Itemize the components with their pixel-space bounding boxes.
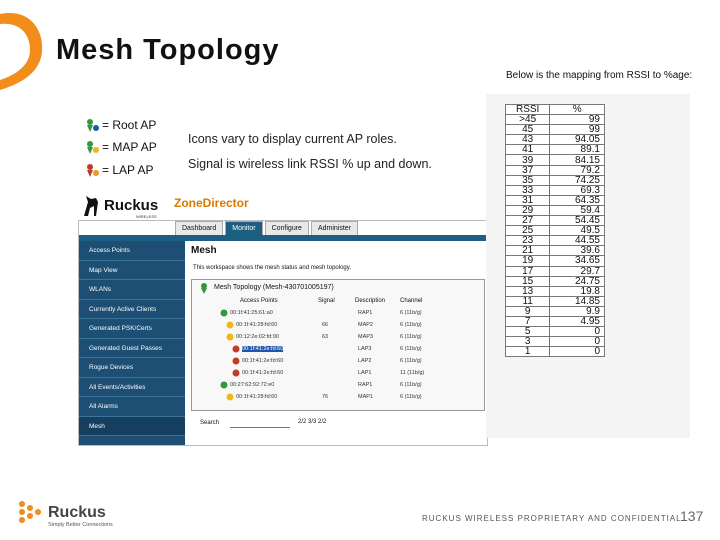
rssi-value: 17 (506, 266, 550, 276)
zd-tab-bar (175, 221, 360, 235)
sidebar-item-alarms[interactable]: All Alarms (79, 397, 185, 417)
table-row (506, 337, 605, 347)
ruckus-footer-logo (16, 498, 136, 528)
percent-value: 69.3 (550, 185, 605, 195)
percent-value: 39.6 (550, 246, 605, 256)
percent-value: 19.8 (550, 286, 605, 296)
table-row (506, 165, 605, 175)
ap-description: LAP2 (358, 358, 372, 364)
legend-label: = MAP AP (102, 140, 157, 154)
ap-description: MAP2 (358, 322, 373, 328)
svg-text:Ruckus: Ruckus (104, 197, 159, 214)
table-row (506, 266, 605, 276)
lap-ap-icon (232, 369, 240, 377)
ap-description: RAP1 (358, 382, 373, 388)
table-row (506, 327, 605, 337)
note-signal: Signal is wireless link RSSI % up and down. (188, 157, 432, 171)
map-ap-icon (226, 333, 234, 341)
ap-mac: 00:1f:41:28:fd:60 (236, 322, 278, 328)
table-row[interactable] (192, 308, 484, 320)
rssi-value: 9 (506, 306, 550, 316)
tab-monitor[interactable]: Monitor (225, 221, 262, 235)
ap-signal: 66 (322, 322, 329, 328)
table-row (506, 246, 605, 256)
ap-mac: 00:12:2e:02:fd:90 (236, 334, 279, 340)
table-row[interactable] (192, 380, 484, 392)
zonedirector-title: ZoneDirector (174, 196, 249, 210)
svg-text:Ruckus: Ruckus (48, 504, 106, 521)
rssi-value: 41 (506, 145, 550, 155)
sidebar-item-access-points[interactable]: Access Points (79, 241, 185, 261)
percent-value: 34.65 (550, 256, 605, 266)
zd-main-content (191, 245, 487, 445)
ap-mac: 00:1f:41:2e:fd:60 (242, 346, 284, 352)
rssi-value: 5 (506, 327, 550, 337)
percent-value: 64.35 (550, 195, 605, 205)
percent-value: 49.5 (550, 226, 605, 236)
map-ap-icon (226, 321, 234, 329)
table-row[interactable] (192, 356, 484, 368)
percent-value: 14.85 (550, 296, 605, 306)
slide-title: Mesh Topology (56, 34, 280, 66)
root-count: 2/2 (298, 419, 307, 425)
rssi-value: 31 (506, 195, 550, 205)
column-header-rssi: RSSI (506, 105, 550, 115)
ap-channel: 6 (11b/g) (400, 382, 422, 388)
rssi-value: 45 (506, 125, 550, 135)
table-row (506, 316, 605, 326)
column-header-percent: % (550, 105, 605, 115)
lap-ap-icon (232, 345, 240, 353)
column-header-channel[interactable]: Channel (400, 298, 423, 304)
percent-value: 4.95 (550, 316, 605, 326)
column-header-description[interactable]: Description (355, 298, 386, 304)
sidebar-item-psk-certs[interactable]: Generated PSK/Certs (79, 319, 185, 339)
rssi-mapping-title: Below is the mapping from RSSI to %age: (506, 70, 693, 81)
ap-channel: 6 (11b/g) (400, 334, 422, 340)
confidential-notice: RUCKUS WIRELESS PROPRIETARY AND CONFIDENTIAL (422, 514, 682, 523)
ap-mac: 00:1f:41:25:61:a0 (230, 310, 273, 316)
mesh-topology-panel (191, 279, 485, 426)
tab-administer[interactable]: Administer (311, 221, 358, 235)
percent-value: 24.75 (550, 276, 605, 286)
legend-root-ap (84, 116, 156, 134)
ap-mac: 00:1f:41:2e:fd:60 (242, 358, 284, 364)
ruckus-logo (82, 190, 180, 220)
column-header-access-points[interactable]: Access Points (240, 298, 278, 304)
percent-value: 84.15 (550, 155, 605, 165)
ap-channel: 11 (11b/g) (400, 370, 425, 376)
table-row (506, 286, 605, 296)
svg-text:Simply Better Connections: Simply Better Connections (48, 522, 113, 528)
ap-description: RAP1 (358, 310, 373, 316)
svg-text:WIRELESS: WIRELESS (136, 214, 157, 219)
ap-signal: 63 (322, 334, 329, 340)
sidebar-item-map-view[interactable]: Map View (79, 261, 185, 281)
rssi-value: 15 (506, 276, 550, 286)
ap-mac: 00:1f:41:28:fd:60 (236, 394, 278, 400)
table-row (506, 226, 605, 236)
rssi-value: 27 (506, 216, 550, 226)
sidebar-item-wlans[interactable]: WLANs (79, 280, 185, 300)
ap-mac: 00:1f:41:2e:fd:60 (242, 370, 284, 376)
ap-channel: 6 (11b/g) (400, 358, 422, 364)
rssi-value: 29 (506, 205, 550, 215)
table-row (506, 256, 605, 266)
table-row (506, 155, 605, 165)
rssi-value: 19 (506, 256, 550, 266)
table-row (506, 185, 605, 195)
rssi-mapping-table (505, 104, 605, 357)
table-row (506, 195, 605, 205)
percent-value: 54.45 (550, 216, 605, 226)
sidebar-item-rogue-devices[interactable]: Rogue Devices (79, 358, 185, 378)
ap-channel: 6 (11b/g) (400, 394, 422, 400)
rssi-value: 3 (506, 337, 550, 347)
mesh-topology-title: Mesh Topology (Mesh-430701005197) (214, 284, 334, 291)
percent-value: 94.05 (550, 135, 605, 145)
legend-map-ap (84, 138, 157, 156)
rssi-value: 13 (506, 286, 550, 296)
table-row (506, 236, 605, 246)
ap-description: LAP1 (358, 370, 372, 376)
tab-configure[interactable]: Configure (265, 221, 309, 235)
sidebar-item-events[interactable]: All Events/Activities (79, 378, 185, 398)
page-number: 137 (680, 508, 704, 524)
rssi-value: 11 (506, 296, 550, 306)
percent-value: 79.2 (550, 165, 605, 175)
root-ap-icon (84, 117, 100, 133)
table-row[interactable] (192, 344, 484, 356)
map-ap-icon (226, 393, 234, 401)
percent-value: 99 (550, 115, 605, 125)
rssi-value: 1 (506, 347, 550, 357)
percent-value: 99 (550, 125, 605, 135)
ap-role-counts (298, 419, 326, 425)
rssi-value: >45 (506, 115, 550, 125)
table-row[interactable] (192, 368, 484, 380)
sidebar-item-active-clients[interactable]: Currently Active Clients (79, 300, 185, 320)
table-row[interactable] (192, 332, 484, 344)
rssi-value: 35 (506, 175, 550, 185)
rssi-value: 23 (506, 236, 550, 246)
ap-channel: 6 (11b/g) (400, 346, 422, 352)
table-row (506, 175, 605, 185)
map-count: 3/3 (308, 419, 317, 425)
rssi-value: 33 (506, 185, 550, 195)
percent-value: 59.4 (550, 205, 605, 215)
rssi-value: 37 (506, 165, 550, 175)
zd-sidebar (79, 241, 185, 446)
lap-ap-icon (232, 357, 240, 365)
rssi-value: 43 (506, 135, 550, 145)
map-ap-icon (84, 139, 100, 155)
ap-description: MAP3 (358, 334, 373, 340)
table-row (506, 296, 605, 306)
percent-value: 44.55 (550, 236, 605, 246)
sidebar-item-mesh[interactable]: Mesh (79, 417, 185, 437)
rssi-value: 39 (506, 155, 550, 165)
ap-description: MAP1 (358, 394, 373, 400)
legend-label: = Root AP (102, 118, 157, 132)
lap-count: 2/2 (318, 419, 327, 425)
percent-value: 0 (550, 327, 605, 337)
percent-value: 29.7 (550, 266, 605, 276)
percent-value: 0 (550, 337, 605, 347)
ap-signal: 76 (322, 394, 329, 400)
tab-dashboard[interactable]: Dashboard (175, 221, 223, 235)
lap-ap-icon (84, 162, 100, 178)
percent-value: 74.25 (550, 175, 605, 185)
legend-label: = LAP AP (102, 163, 154, 177)
search-label: Search (200, 420, 220, 426)
zonedirector-window (78, 220, 488, 446)
percent-value: 0 (550, 347, 605, 357)
legend-lap-ap (84, 161, 154, 179)
table-row (506, 216, 605, 226)
rssi-value: 21 (506, 246, 550, 256)
mesh-tree-icon (198, 282, 210, 294)
ap-mac: 00:27:62:92:72:e0 (230, 382, 275, 388)
table-row[interactable] (192, 320, 484, 332)
table-row (506, 347, 605, 357)
sidebar-item-guest-passes[interactable]: Generated Guest Passes (79, 339, 185, 359)
table-row (506, 145, 605, 155)
table-row (506, 125, 605, 135)
percent-value: 9.9 (550, 306, 605, 316)
rssi-table-body (506, 115, 605, 357)
percent-value: 89.1 (550, 145, 605, 155)
table-row (506, 306, 605, 316)
table-row (506, 135, 605, 145)
table-header-row (506, 105, 605, 115)
ap-description: LAP3 (358, 346, 372, 352)
table-row (506, 205, 605, 215)
table-row[interactable] (192, 392, 484, 404)
column-header-signal[interactable]: Signal (318, 298, 335, 304)
zd-page-description: This workspace shows the mesh status and mesh topology. (193, 265, 351, 271)
rssi-value: 7 (506, 316, 550, 326)
corner-swoosh-decoration (0, 0, 60, 100)
rssi-value: 25 (506, 226, 550, 236)
table-row (506, 115, 605, 125)
table-row (506, 276, 605, 286)
zd-page-heading: Mesh (191, 245, 217, 256)
root-ap-icon (220, 381, 228, 389)
ap-channel: 6 (11b/g) (400, 322, 422, 328)
search-input[interactable] (230, 421, 290, 428)
ap-channel: 6 (11b/g) (400, 310, 422, 316)
note-icons: Icons vary to display current AP roles. (188, 132, 397, 146)
root-ap-icon (220, 309, 228, 317)
